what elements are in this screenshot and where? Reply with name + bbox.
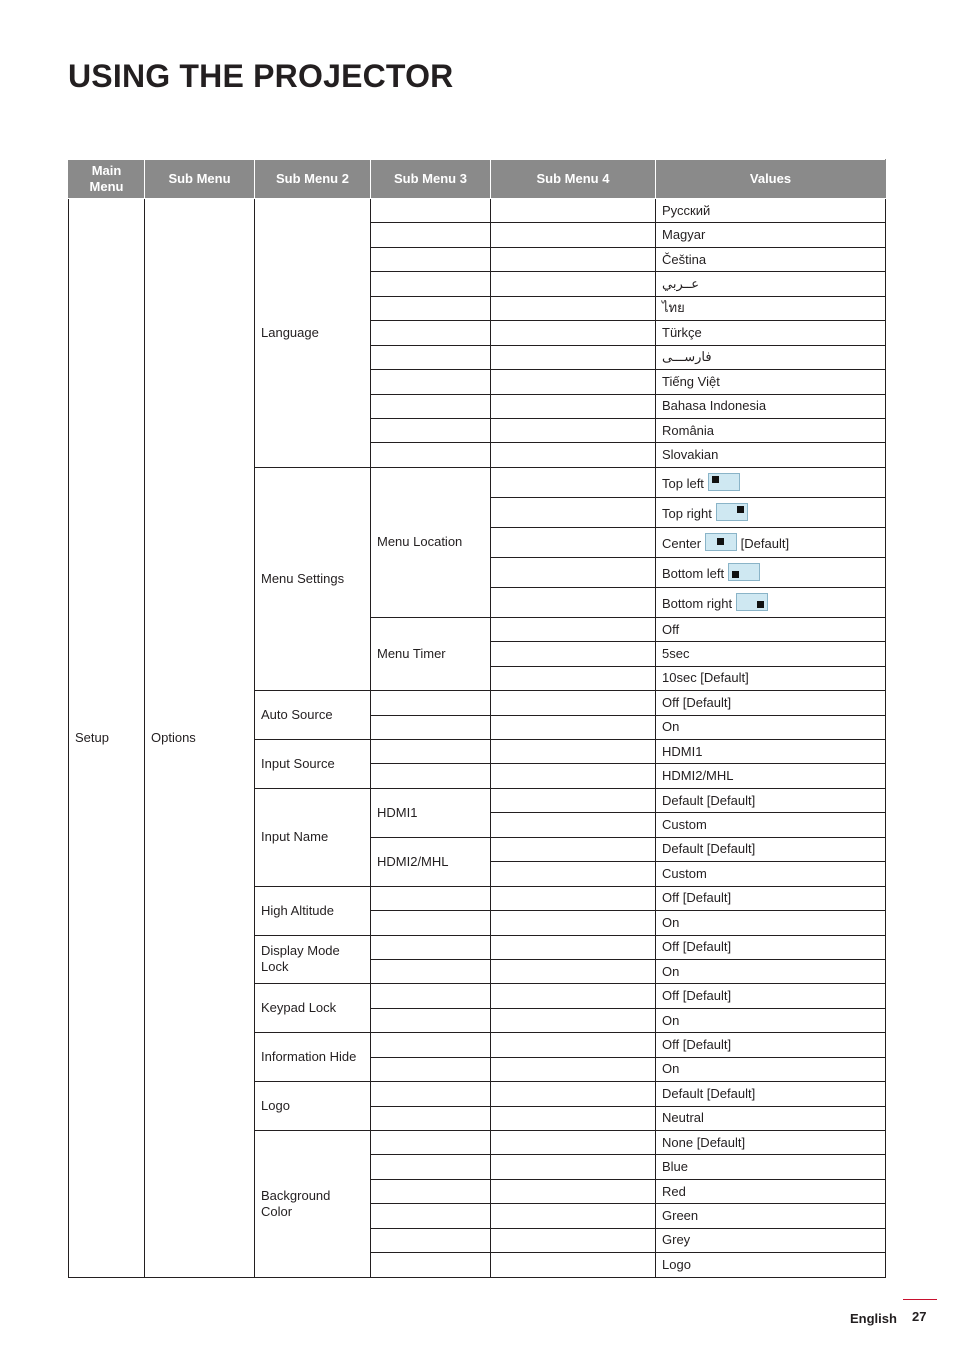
value-cell: Logo (656, 1253, 886, 1277)
value-cell: On (656, 1057, 886, 1081)
submenu2-keypad-lock: Keypad Lock (255, 984, 371, 1033)
submenu3-empty-cell (371, 394, 491, 418)
submenu3-empty-cell (371, 199, 491, 223)
submenu4-empty-cell (491, 1008, 656, 1032)
submenu3-empty-cell (371, 1253, 491, 1277)
submenu4-empty-cell (491, 587, 656, 617)
submenu4-empty-cell (491, 1106, 656, 1130)
submenu4-empty-cell (491, 247, 656, 271)
submenu4-empty-cell (491, 1228, 656, 1252)
submenu4-empty-cell (491, 813, 656, 837)
menu-bottom-left-position-icon (728, 563, 760, 581)
submenu3-menu-timer: Menu Timer (371, 617, 491, 690)
menu-top-right-position-icon (716, 503, 748, 521)
footer-accent-line (903, 1299, 937, 1300)
menu-position-marker (717, 538, 724, 545)
submenu3-empty-cell (371, 345, 491, 369)
value-label: Bottom right (662, 595, 733, 611)
value-cell: On (656, 911, 886, 935)
menu-center-position-icon (705, 533, 737, 551)
submenu4-empty-cell (491, 370, 656, 394)
submenu4-empty-cell (491, 345, 656, 369)
header-row (69, 160, 886, 199)
value-cell: Türkçe (656, 321, 886, 345)
submenu3-empty-cell (371, 1179, 491, 1203)
submenu2-menu-settings: Menu Settings (255, 467, 371, 690)
submenu4-empty-cell (491, 666, 656, 690)
submenu4-empty-cell (491, 223, 656, 247)
submenu2-language: Language (255, 199, 371, 468)
submenu3-empty-cell (371, 1131, 491, 1155)
submenu4-empty-cell (491, 740, 656, 764)
submenu3-empty-cell (371, 272, 491, 296)
submenu3-empty-cell (371, 418, 491, 442)
submenu3-empty-cell (371, 1228, 491, 1252)
page-number: 27 (912, 1309, 927, 1324)
submenu4-empty-cell (491, 527, 656, 557)
submenu3-empty-cell (371, 370, 491, 394)
submenu2-background-color: Background Color (255, 1131, 371, 1278)
value-cell: Custom (656, 813, 886, 837)
value-cell (656, 497, 886, 527)
value-cell: Off [Default] (656, 935, 886, 959)
submenu4-empty-cell (491, 642, 656, 666)
menu-top-left-position-icon (708, 473, 740, 491)
value-cell: HDMI1 (656, 740, 886, 764)
header-sub-menu-3: Sub Menu 3 (371, 160, 491, 199)
value-cell: Custom (656, 862, 886, 886)
value-cell (656, 467, 886, 497)
menu-position-marker (737, 506, 744, 513)
footer-language: English (850, 1311, 897, 1326)
submenu3-empty-cell (371, 1204, 491, 1228)
value-cell: Čeština (656, 247, 886, 271)
menu-position-marker (712, 476, 719, 483)
submenu3-empty-cell (371, 715, 491, 739)
value-cell: On (656, 715, 886, 739)
header-sub-menu-2: Sub Menu 2 (255, 160, 371, 199)
submenu3-empty-cell (371, 984, 491, 1008)
value-cell: Default [Default] (656, 1082, 886, 1106)
submenu2-information-hide: Information Hide (255, 1033, 371, 1082)
submenu3-empty-cell (371, 691, 491, 715)
submenu3-empty-cell (371, 886, 491, 910)
value-cell: Slovakian (656, 443, 886, 467)
value-cell: Off [Default] (656, 886, 886, 910)
submenu2-logo: Logo (255, 1082, 371, 1131)
value-cell: Русский (656, 199, 886, 223)
submenu4-empty-cell (491, 1082, 656, 1106)
submenu2-high-altitude: High Altitude (255, 886, 371, 935)
submenu4-empty-cell (491, 321, 656, 345)
value-label: Center (662, 535, 702, 551)
submenu2-input-source: Input Source (255, 740, 371, 789)
submenu4-empty-cell (491, 911, 656, 935)
submenu3-hdmi1: HDMI1 (371, 788, 491, 837)
value-cell: Blue (656, 1155, 886, 1179)
submenu4-empty-cell (491, 1179, 656, 1203)
submenu3-empty-cell (371, 223, 491, 247)
value-label: Top left (662, 475, 704, 491)
submenu3-empty-cell (371, 443, 491, 467)
value-cell: ไทย (656, 296, 886, 320)
value-cell: Neutral (656, 1106, 886, 1130)
submenu3-empty-cell (371, 1155, 491, 1179)
submenu4-empty-cell (491, 1057, 656, 1081)
submenu3-empty-cell (371, 1033, 491, 1057)
submenu4-empty-cell (491, 886, 656, 910)
value-cell: Off [Default] (656, 984, 886, 1008)
header-sub-menu-4: Sub Menu 4 (491, 160, 656, 199)
submenu4-empty-cell (491, 788, 656, 812)
value-cell: On (656, 1008, 886, 1032)
value-cell: Off [Default] (656, 1033, 886, 1057)
submenu4-empty-cell (491, 1033, 656, 1057)
header-values: Values (656, 160, 886, 199)
value-cell: Default [Default] (656, 788, 886, 812)
value-cell: عــربي (656, 272, 886, 296)
submenu4-empty-cell (491, 1155, 656, 1179)
value-label: Bottom left (662, 565, 725, 581)
sub-menu-cell: Options (145, 199, 255, 1278)
value-cell: Bahasa Indonesia (656, 394, 886, 418)
menu-bottom-right-position-icon (736, 593, 768, 611)
submenu3-empty-cell (371, 1106, 491, 1130)
value-cell: None [Default] (656, 1131, 886, 1155)
submenu4-empty-cell (491, 443, 656, 467)
submenu3-empty-cell (371, 935, 491, 959)
value-cell: HDMI2/MHL (656, 764, 886, 788)
submenu4-empty-cell (491, 199, 656, 223)
submenu4-empty-cell (491, 394, 656, 418)
table-row (69, 199, 886, 223)
value-cell: Green (656, 1204, 886, 1228)
submenu4-empty-cell (491, 691, 656, 715)
submenu3-empty-cell (371, 959, 491, 983)
value-cell (656, 587, 886, 617)
header-sub-menu: Sub Menu (145, 160, 255, 199)
value-cell: Default [Default] (656, 837, 886, 861)
value-cell: 10sec [Default] (656, 666, 886, 690)
submenu3-empty-cell (371, 247, 491, 271)
main-menu-cell: Setup (69, 199, 145, 1278)
submenu4-empty-cell (491, 296, 656, 320)
value-cell: فارســـى (656, 345, 886, 369)
submenu4-empty-cell (491, 557, 656, 587)
submenu3-empty-cell (371, 1008, 491, 1032)
submenu4-empty-cell (491, 715, 656, 739)
value-cell: Tiếng Việt (656, 370, 886, 394)
submenu4-empty-cell (491, 467, 656, 497)
setup-options-menu-table (68, 159, 886, 1278)
submenu3-empty-cell (371, 296, 491, 320)
submenu4-empty-cell (491, 1253, 656, 1277)
submenu3-empty-cell (371, 764, 491, 788)
submenu4-empty-cell (491, 837, 656, 861)
submenu4-empty-cell (491, 497, 656, 527)
value-label: Top right (662, 505, 712, 521)
submenu2-display-mode-lock: Display Mode Lock (255, 935, 371, 984)
menu-table-body (69, 199, 886, 1278)
submenu3-empty-cell (371, 1057, 491, 1081)
page-title: USING THE PROJECTOR (68, 58, 454, 94)
menu-position-marker (732, 571, 739, 578)
submenu4-empty-cell (491, 984, 656, 1008)
value-cell: On (656, 959, 886, 983)
submenu4-empty-cell (491, 1204, 656, 1228)
submenu4-empty-cell (491, 862, 656, 886)
submenu4-empty-cell (491, 1131, 656, 1155)
submenu4-empty-cell (491, 272, 656, 296)
submenu4-empty-cell (491, 418, 656, 442)
value-cell: 5sec (656, 642, 886, 666)
value-cell: Off [Default] (656, 691, 886, 715)
submenu4-empty-cell (491, 959, 656, 983)
value-cell: Grey (656, 1228, 886, 1252)
value-cell: Off (656, 617, 886, 641)
submenu3-empty-cell (371, 321, 491, 345)
menu-position-marker (757, 601, 764, 608)
value-cell: Magyar (656, 223, 886, 247)
submenu4-empty-cell (491, 935, 656, 959)
default-marker: [Default] (740, 535, 790, 551)
submenu2-input-name: Input Name (255, 788, 371, 886)
submenu4-empty-cell (491, 617, 656, 641)
submenu3-empty-cell (371, 1082, 491, 1106)
value-cell (656, 557, 886, 587)
value-cell: România (656, 418, 886, 442)
submenu3-menu-location: Menu Location (371, 467, 491, 617)
value-cell: Red (656, 1179, 886, 1203)
submenu2-auto-source: Auto Source (255, 691, 371, 740)
header-main-menu: Main Menu (69, 160, 145, 199)
value-cell (656, 527, 886, 557)
submenu3-empty-cell (371, 911, 491, 935)
submenu3-hdmi2-mhl: HDMI2/MHL (371, 837, 491, 886)
submenu4-empty-cell (491, 764, 656, 788)
submenu3-empty-cell (371, 740, 491, 764)
